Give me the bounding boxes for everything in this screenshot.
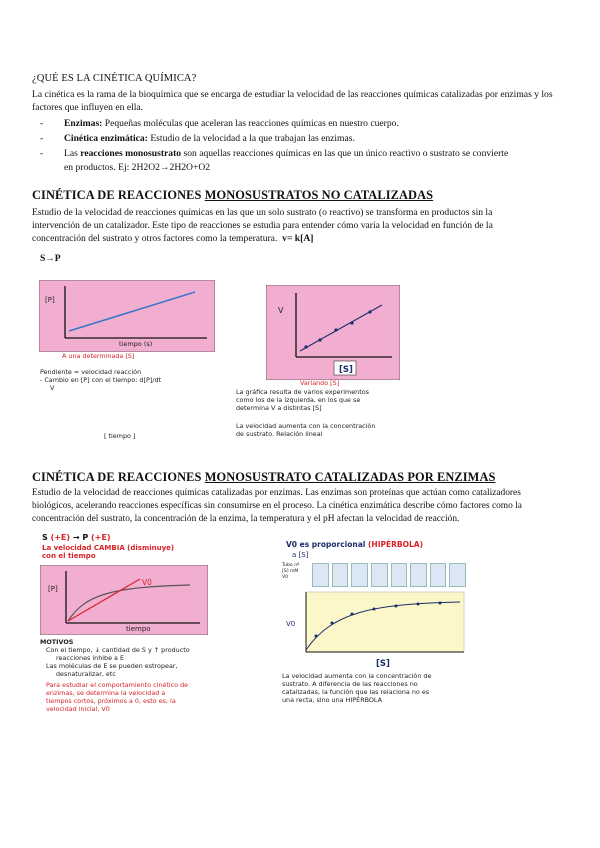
note-line: enzimas, se determina la velocidad a (46, 689, 166, 697)
section2-paragraph (32, 487, 582, 527)
reaction-enzyme: (+E) (50, 533, 71, 542)
data-point (395, 605, 398, 608)
data-point (373, 608, 376, 611)
rate-formula: v= k[A] (282, 233, 314, 245)
data-point (331, 622, 334, 625)
y-axis-label: V (278, 306, 284, 315)
product-vs-time-figure (39, 280, 215, 352)
velocity-changes-note (42, 544, 174, 560)
figure-background (40, 565, 208, 635)
caption-line: catalizadas, la función que las relaciona no es (282, 688, 430, 696)
test-tube (312, 563, 329, 587)
right-fig-text1 (236, 388, 426, 412)
bullet-term: Enzimas: (64, 118, 103, 129)
note-line: Pendiente = velocidad reacción (40, 368, 142, 376)
data-point (368, 310, 371, 313)
left-fig-caption: A una determinada [S] (62, 352, 135, 360)
section2-line: concentración del sustrato, la concentración de la enzima, la temperatura y el pH afectan la velocidad de reacción. (32, 514, 460, 525)
reaction-arrow: → (72, 533, 80, 542)
data-point (417, 603, 420, 606)
left-fig-bottom-label: [ tiempo ] (104, 432, 136, 440)
hyperbola-subtitle: a [S] (292, 551, 309, 559)
table-row-labels (282, 563, 299, 581)
initial-velocity-note (46, 681, 241, 713)
y-axis-label: V0 (286, 620, 296, 628)
product-time-curve-figure (40, 565, 208, 635)
note-line: V (50, 384, 55, 392)
velocity-vs-substrate-figure (266, 285, 400, 380)
reaction-s: S (42, 533, 48, 542)
motivos-title: MOTIVOS (40, 638, 74, 646)
test-tube (351, 563, 368, 587)
subtitle-line: La velocidad CAMBIA (disminuye) (42, 544, 175, 552)
bullet-text: Estudio de la velocidad a la que trabajan las enzimas. (147, 133, 355, 145)
x-axis-label: [S] (376, 659, 390, 669)
enzyme-reaction (42, 533, 111, 542)
bullet-cinetica: - Cinética enzimática: Estudio de la velocidad a la que trabajan las enzimas. (40, 133, 355, 145)
hyperbola-title (286, 540, 423, 549)
x-axis-label: [S] (339, 365, 353, 375)
intro-heading: ¿QUÉ ES LA CINÉTICA QUÍMICA? (32, 73, 197, 84)
section1-title-underlined: MONOSUSTRATOS NO CATALIZADAS (204, 188, 434, 202)
caption-line: La velocidad aumenta con la concentración de (282, 672, 432, 680)
data-point (439, 602, 442, 605)
data-point (315, 635, 318, 638)
y-axis-label: [P] (45, 296, 55, 304)
section1-line: concentración del sustrato y otros factores como la temperatura. (32, 233, 278, 245)
motivos-block (40, 638, 230, 678)
experiment-table (282, 563, 466, 589)
text-line: de sustrato. Relación lineal (236, 430, 323, 438)
text-line: La gráfica resulta de varios experimentos (236, 388, 369, 396)
section2-title (32, 470, 496, 485)
section1-line: Estudio de la velocidad de reacciones químicas en las que un solo sustrato (o reactivo) se transforma en productos sin la (32, 207, 493, 218)
note-line: tiempos cortos, próximos a 0, esto es, la (46, 697, 176, 705)
plot-background (306, 592, 464, 652)
left-fig-notes (40, 368, 225, 392)
motivo-line: desnaturalizar, etc (56, 670, 116, 678)
test-tube (371, 563, 388, 587)
text-line: La velocidad aumenta con la concentración (236, 422, 376, 430)
text-line: como los de la izquierda, en los que se (236, 396, 361, 404)
subtitle-line: con el tiempo (42, 552, 96, 560)
reaction-enzyme: (+E) (91, 533, 111, 542)
test-tube (449, 563, 466, 587)
bullet-enzimas: - Enzimas: Pequeñas moléculas que aceleran las reacciones químicas en nuestro cuerpo. (40, 118, 399, 129)
data-point (351, 613, 354, 616)
motivo-line: reacciones inhibe a E (56, 654, 125, 662)
section2-title-underlined: MONOSUSTRATO CATALIZADAS POR ENZIMAS (204, 470, 496, 484)
motivo-line: Las moléculas de E se pueden estropear, (46, 662, 178, 670)
bullet-text: Pequeñas moléculas que aceleran las reacciones químicas en nuestro cuerpo. (102, 118, 399, 129)
intro-bullet-list (40, 117, 580, 174)
v0-label: V0 (142, 578, 152, 587)
right-fig-text2 (236, 422, 426, 438)
table-row-label: V0 (282, 575, 289, 580)
section1-title (32, 188, 433, 203)
note-line: Para estudiar el comportamiento cinético de (46, 681, 189, 689)
bullet-continuation: en productos. Ej: 2H2O2→2H2O+O2 (64, 161, 211, 173)
right-fig-caption: Variando [S] (300, 379, 340, 387)
bullet-prefix: Las (64, 148, 81, 160)
hyperbola-caption (282, 672, 472, 704)
bullet-text: son aquellas reacciones químicas en las que un único reactivo o sustrato se convierte (181, 148, 509, 160)
x-axis-label: tiempo (126, 625, 151, 633)
reaction-s-to-p: S→P (40, 254, 61, 264)
test-tube (410, 563, 427, 587)
bullet-term: Cinética enzimática: (64, 133, 148, 145)
bullet-term: reacciones monosustrato (80, 148, 182, 160)
reaction-p: P (82, 533, 89, 542)
section2-line: Estudio de la velocidad de reacciones químicas catalizadas por enzimas. Las enzimas son proteínas que actúan como catalizadores (32, 488, 521, 498)
note-line: velocidad inicial, V0 (46, 705, 110, 713)
bullet-monosustrato: - Las reacciones monosustrato son aquellas reacciones químicas en las que un único reactivo o sustrato se convierte (40, 148, 509, 160)
caption-line: una recta, sino una HIPÉRBOLA (282, 696, 383, 704)
motivo-line: Con el tiempo, ↓ cantidad de S y ↑ producto (46, 646, 190, 654)
data-point (350, 321, 353, 324)
section2-title-plain: CINÉTICA DE REACCIONES (32, 470, 205, 484)
test-tube (430, 563, 447, 587)
intro-paragraph: La cinética es la rama de la bioquímica que se encarga de estudiar la velocidad de las reacciones químicas catalizadas por enzimas y los factores que influyen en ella. (32, 89, 553, 114)
text-line: determina V a distintas [S] (236, 404, 322, 412)
test-tube (391, 563, 408, 587)
section1-title-plain: CINÉTICA DE REACCIONES (32, 188, 205, 202)
y-axis-label: [P] (48, 585, 58, 593)
note-line: - Cambio en [P] con el tiempo: d[P]/dt (40, 376, 162, 384)
v0-vs-substrate-figure (282, 590, 466, 670)
section1-line: intervención de un catalizador. Este tipo de reacciones se estudia para entender cómo varía la velocidad en función de la (32, 220, 493, 232)
caption-line: sustrato. A diferencia de las reacciones no (282, 680, 418, 688)
test-tube (332, 563, 349, 587)
section2-line: biológicos, acelerando reacciones específicas sin consumirse en el proceso. La cinética enzimática describe cómo factores como la (32, 501, 522, 512)
title-highlight: (HIPÉRBOLA) (368, 540, 423, 549)
data-point (304, 345, 307, 348)
data-point (318, 338, 321, 341)
title-prefix: V0 es proporcional (286, 540, 368, 549)
tube-row (312, 563, 466, 587)
bottom-label-text: tiempo (108, 432, 131, 440)
data-point (334, 328, 337, 331)
table-row-label: [S] mM (282, 569, 299, 574)
table-row-label: Tubo nº (282, 563, 300, 568)
section1-paragraph (32, 206, 577, 246)
x-axis-label: tiempo (s) (119, 340, 153, 348)
